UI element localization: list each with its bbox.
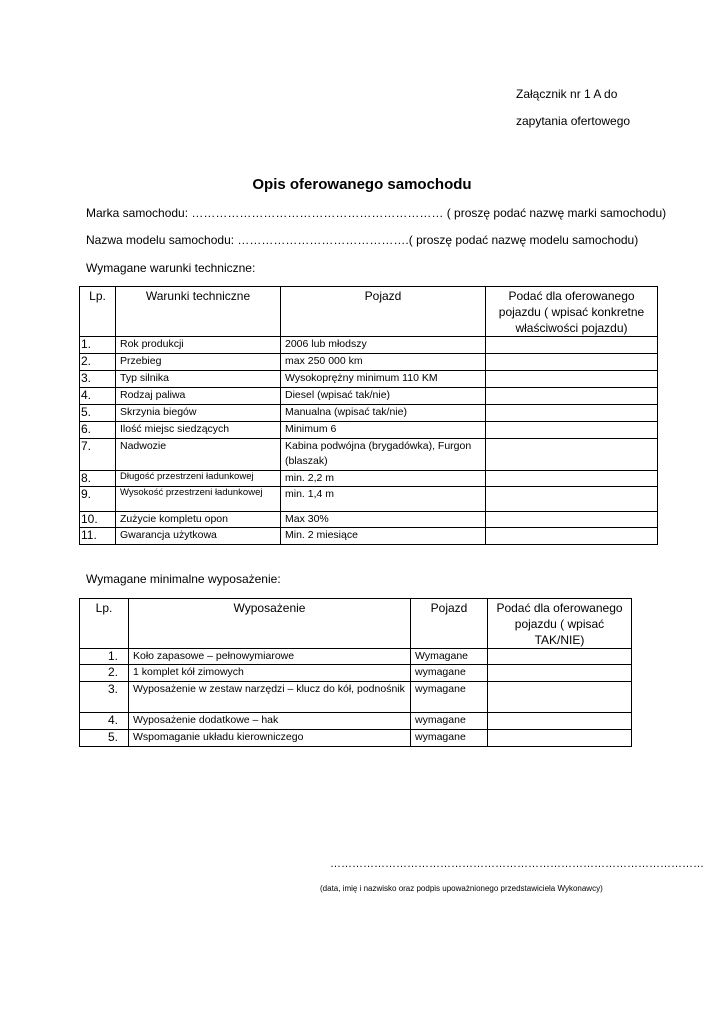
row-number: 8. bbox=[80, 471, 116, 487]
table-row bbox=[80, 730, 632, 747]
row-condition: Gwarancja użytkowa bbox=[116, 528, 281, 545]
row-offer-cell[interactable] bbox=[486, 512, 658, 528]
row-offer-cell[interactable] bbox=[488, 730, 632, 747]
row-offer-cell[interactable] bbox=[486, 388, 658, 405]
row-number: 3. bbox=[80, 371, 116, 388]
table-row bbox=[80, 487, 658, 512]
row-vehicle: wymagane bbox=[411, 665, 488, 682]
row-condition: Skrzynia biegów bbox=[116, 405, 281, 422]
row-vehicle: Minimum 6 bbox=[281, 422, 486, 439]
row-vehicle: Max 30% bbox=[281, 512, 486, 528]
row-vehicle: Diesel (wpisać tak/nie) bbox=[281, 388, 486, 405]
table-row bbox=[80, 682, 632, 713]
row-offer-cell[interactable] bbox=[488, 665, 632, 682]
table-row bbox=[80, 713, 632, 730]
row-condition: Zużycie kompletu opon bbox=[116, 512, 281, 528]
row-vehicle: min. 2,2 m bbox=[281, 471, 486, 487]
table-row bbox=[80, 422, 658, 439]
row-offer-cell[interactable] bbox=[486, 337, 658, 354]
row-number: 2. bbox=[80, 354, 116, 371]
row-offer-cell[interactable] bbox=[488, 713, 632, 730]
row-condition: Długość przestrzeni ładunkowej bbox=[116, 471, 281, 487]
row-number: 10. bbox=[80, 512, 116, 528]
row-number: 9. bbox=[80, 487, 116, 512]
row-offer-cell[interactable] bbox=[486, 371, 658, 388]
row-condition: Rodzaj paliwa bbox=[116, 388, 281, 405]
row-offer-cell[interactable] bbox=[486, 422, 658, 439]
row-condition: Typ silnika bbox=[116, 371, 281, 388]
table-row bbox=[80, 649, 632, 665]
row-number: 4. bbox=[80, 388, 116, 405]
row-offer-cell[interactable] bbox=[486, 471, 658, 487]
row-vehicle: min. 1,4 m bbox=[281, 487, 486, 512]
table-header-row bbox=[80, 287, 658, 337]
row-number: 1. bbox=[80, 337, 116, 354]
row-number: 4. bbox=[80, 713, 129, 730]
signature-line: ………………………………………………………………………………………… bbox=[330, 858, 704, 870]
row-condition: Przebieg bbox=[116, 354, 281, 371]
row-item: Wyposażenie dodatkowe – hak bbox=[129, 713, 411, 730]
header-vehicle: Pojazd bbox=[281, 287, 486, 337]
row-condition: Ilość miejsc siedzących bbox=[116, 422, 281, 439]
row-vehicle: Wymagane bbox=[411, 649, 488, 665]
row-offer-cell[interactable] bbox=[488, 649, 632, 665]
row-number: 7. bbox=[80, 439, 116, 471]
table-header-row bbox=[80, 599, 632, 649]
row-condition: Rok produkcji bbox=[116, 337, 281, 354]
table-row bbox=[80, 337, 658, 354]
row-item: Wspomaganie układu kierowniczego bbox=[129, 730, 411, 747]
row-offer-cell[interactable] bbox=[486, 528, 658, 545]
table-row bbox=[80, 354, 658, 371]
table-row bbox=[80, 471, 658, 487]
row-offer-cell[interactable] bbox=[486, 439, 658, 471]
row-item: 1 komplet kół zimowych bbox=[129, 665, 411, 682]
row-vehicle: Wysokoprężny minimum 110 KM bbox=[281, 371, 486, 388]
row-item: Wyposażenie w zestaw narzędzi – klucz do kół, podnośnik bbox=[129, 682, 411, 713]
attachment-subtitle: zapytania ofertowego bbox=[516, 114, 631, 128]
header-conditions: Warunki techniczne bbox=[116, 287, 281, 337]
header-offer: Podać dla oferowanego pojazdu ( wpisać TAK/NIE) bbox=[488, 599, 632, 649]
page-title: Opis oferowanego samochodu bbox=[252, 176, 472, 193]
row-offer-cell[interactable] bbox=[486, 405, 658, 422]
table-row bbox=[80, 371, 658, 388]
row-number: 3. bbox=[80, 682, 129, 713]
row-item: Koło zapasowe – pełnowymiarowe bbox=[129, 649, 411, 665]
table-row bbox=[80, 405, 658, 422]
row-offer-cell[interactable] bbox=[488, 682, 632, 713]
attachment-label: Załącznik nr 1 A do bbox=[516, 87, 618, 101]
row-number: 5. bbox=[80, 730, 129, 747]
header-vehicle: Pojazd bbox=[411, 599, 488, 649]
row-vehicle: max 250 000 km bbox=[281, 354, 486, 371]
row-vehicle: Manualna (wpisać tak/nie) bbox=[281, 405, 486, 422]
brand-field-line: Marka samochodu: ……………………………………………………… ( proszę podać nazwę marki samochodu) bbox=[86, 206, 667, 220]
row-condition: Nadwozie bbox=[116, 439, 281, 471]
row-number: 2. bbox=[80, 665, 129, 682]
row-vehicle: wymagane bbox=[411, 730, 488, 747]
row-offer-cell[interactable] bbox=[486, 354, 658, 371]
row-condition: Wysokość przestrzeni ładunkowej bbox=[116, 487, 281, 512]
table-row bbox=[80, 528, 658, 545]
row-vehicle: wymagane bbox=[411, 682, 488, 713]
row-number: 6. bbox=[80, 422, 116, 439]
row-vehicle: Kabina podwójna (brygadówka), Furgon (blaszak) bbox=[281, 439, 486, 471]
header-lp: Lp. bbox=[80, 287, 116, 337]
table-row bbox=[80, 439, 658, 471]
table-row bbox=[80, 388, 658, 405]
model-field-line: Nazwa modelu samochodu: …………………………………….( proszę podać nazwę modelu samochodu) bbox=[86, 233, 639, 247]
equipment-table bbox=[79, 598, 632, 747]
technical-table bbox=[79, 286, 658, 545]
equipment-heading: Wymagane minimalne wyposażenie: bbox=[86, 572, 281, 586]
row-vehicle: wymagane bbox=[411, 713, 488, 730]
row-offer-cell[interactable] bbox=[486, 487, 658, 512]
table-row bbox=[80, 512, 658, 528]
row-vehicle: 2006 lub młodszy bbox=[281, 337, 486, 354]
table-row bbox=[80, 665, 632, 682]
header-equipment: Wyposażenie bbox=[129, 599, 411, 649]
signature-caption: (data, imię i nazwisko oraz podpis upoważnionego przedstawiciela Wykonawcy) bbox=[320, 884, 603, 893]
row-vehicle: Min. 2 miesiące bbox=[281, 528, 486, 545]
row-number: 1. bbox=[80, 649, 129, 665]
header-lp: Lp. bbox=[80, 599, 129, 649]
row-number: 11. bbox=[80, 528, 116, 545]
row-number: 5. bbox=[80, 405, 116, 422]
header-offer: Podać dla oferowanego pojazdu ( wpisać konkretne właściwości pojazdu) bbox=[486, 287, 658, 337]
technical-heading: Wymagane warunki techniczne: bbox=[86, 261, 256, 275]
